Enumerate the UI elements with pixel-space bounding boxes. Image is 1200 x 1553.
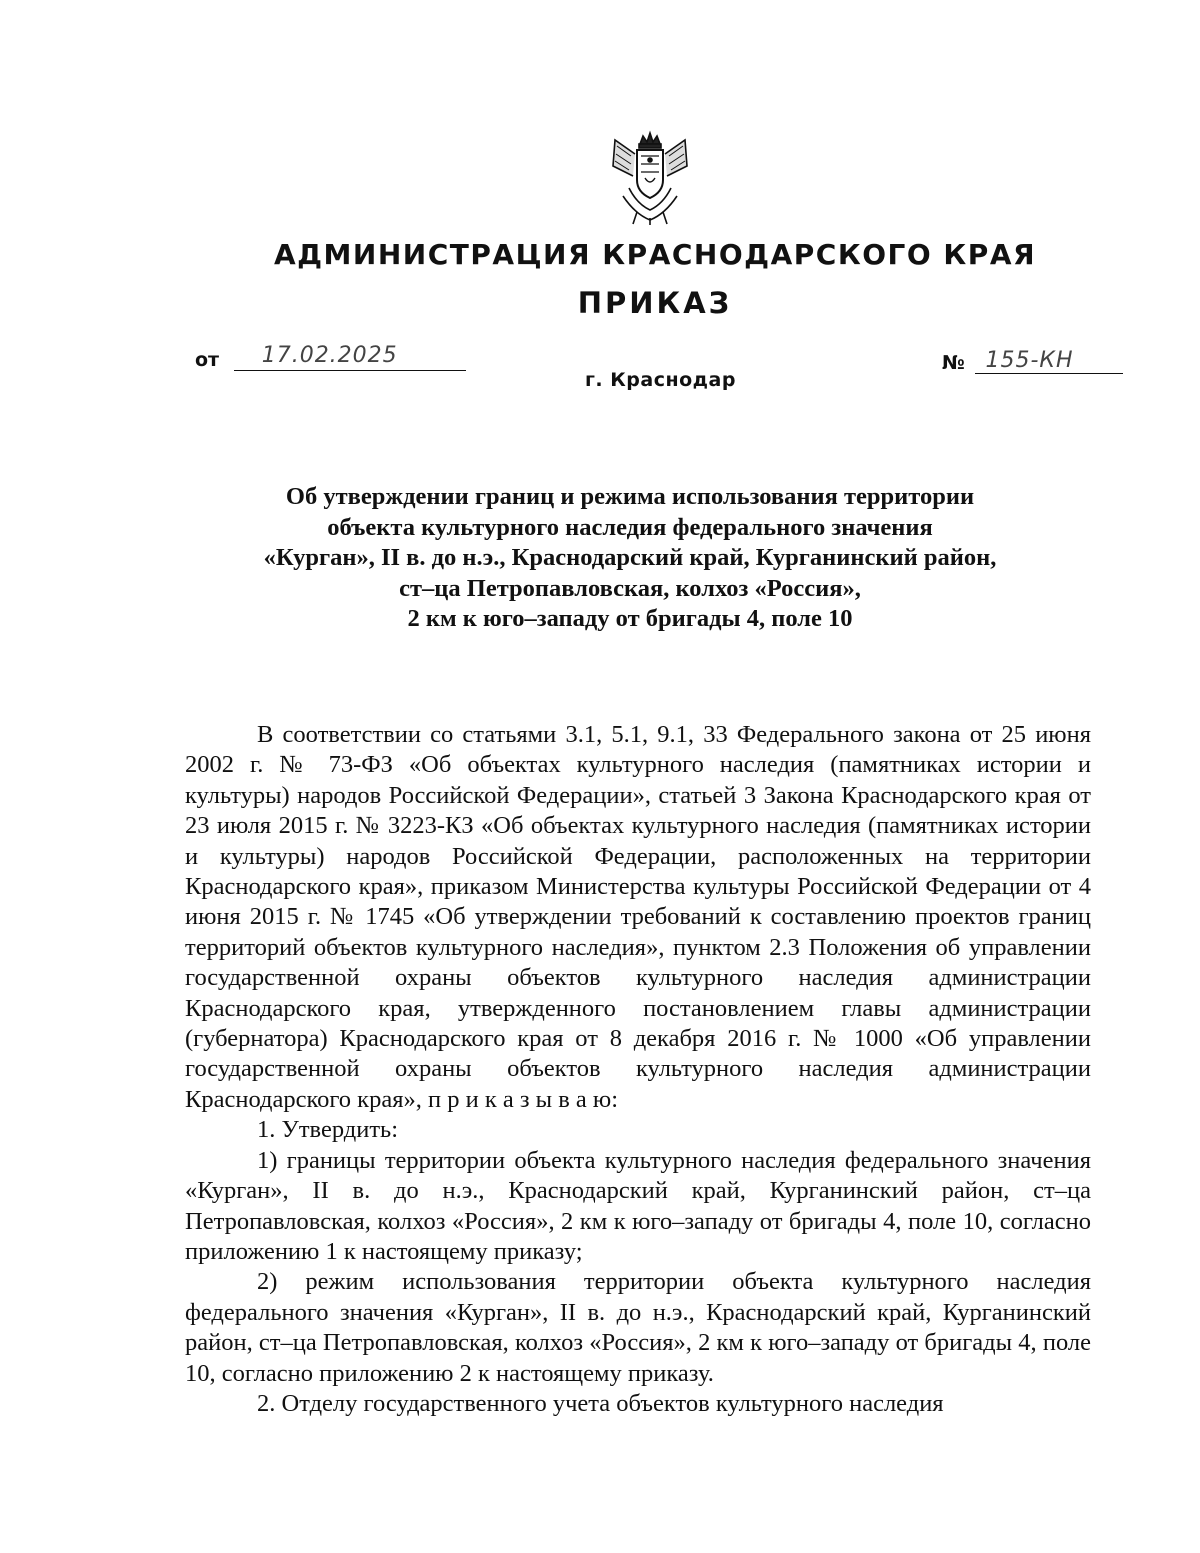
number-field bbox=[942, 349, 1123, 374]
title-line: 2 км к юго–западу от бригады 4, поле 10 bbox=[407, 605, 853, 632]
handwritten-number: 155-КН bbox=[985, 348, 1074, 373]
number-underline bbox=[975, 349, 1123, 374]
body-paragraph: 2. Отделу государственного учета объектов культурного наследия bbox=[257, 1389, 944, 1417]
body-paragraph: 1) границы территории объекта культурного наследия федерального значения «Курган», II в. до н.э., Краснодарский край, Курганинский район, ст–ца Петропавловская, колхоз «Россия», 2 км к юго–западу от бригады 4, поле 10, согласно приложению 1 к настоящему приказу; bbox=[185, 1146, 1091, 1265]
city: г. Краснодар bbox=[585, 369, 736, 391]
document-title bbox=[200, 482, 1060, 635]
body-paragraph: 2) режим использования территории объекта культурного наследия федерального значения «Курган», II в. до н.э., Краснодарский край, Курганинский район, ст–ца Петропавловская, колхоз «Россия», 2 км к юго–западу от бригады 4, поле 10, согласно приложению 2 к настоящему приказу. bbox=[185, 1268, 1091, 1387]
date-underline bbox=[234, 343, 466, 371]
date-prefix: от bbox=[195, 349, 220, 371]
document-type: ПРИКАЗ bbox=[577, 286, 733, 320]
date-field bbox=[195, 343, 466, 371]
number-prefix: № bbox=[942, 352, 965, 374]
document-body bbox=[185, 720, 1091, 1419]
krasnodar-coat-of-arms-icon bbox=[607, 130, 693, 226]
title-line: ст–ца Петропавловская, колхоз «Россия», bbox=[399, 574, 861, 602]
title-line: Об утверждении границ и режима использования территории bbox=[285, 483, 975, 510]
organization-name: АДМИНИСТРАЦИЯ КРАСНОДАРСКОГО КРАЯ bbox=[273, 238, 1037, 271]
body-paragraph: 1. Утвердить: bbox=[257, 1116, 399, 1144]
title-line: объекта культурного наследия федерального значения bbox=[327, 513, 933, 541]
body-paragraph: В соответствии со статьями 3.1, 5.1, 9.1, 33 Федерального закона от 25 июня 2002 г. № 73-ФЗ «Об объектах культурного наследия (памятниках истории и культуры) народов Российской Федерации», статьей 3 Закона Краснодарского края от 23 июля 2015 г. № 3223-КЗ «Об объектах культурного наследия (памятниках истории и культуры) народов Российской Федерации, расположенных на территории Краснодарского края», приказом Министерства культуры Российской Федерации от 4 июня 2015 г. № 1745 «Об утверждении требований к составлению проектов границ территорий объектов культурного наследия», пунктом 2.3 Положения об управлении государственной охраны объектов культурного наследия администрации Краснодарского края, утвержденного постановлением главы администрации (губернатора) Краснодарского края от 8 декабря 2016 г. № 1000 «Об управлении государственной охраны объектов культурного наследия администрации Краснодарского края», п р и к а з ы в а ю: bbox=[185, 721, 1091, 1113]
title-line: «Курган», II в. до н.э., Краснодарский край, Курганинский район, bbox=[263, 544, 997, 571]
handwritten-date: 17.02.2025 bbox=[261, 343, 398, 368]
